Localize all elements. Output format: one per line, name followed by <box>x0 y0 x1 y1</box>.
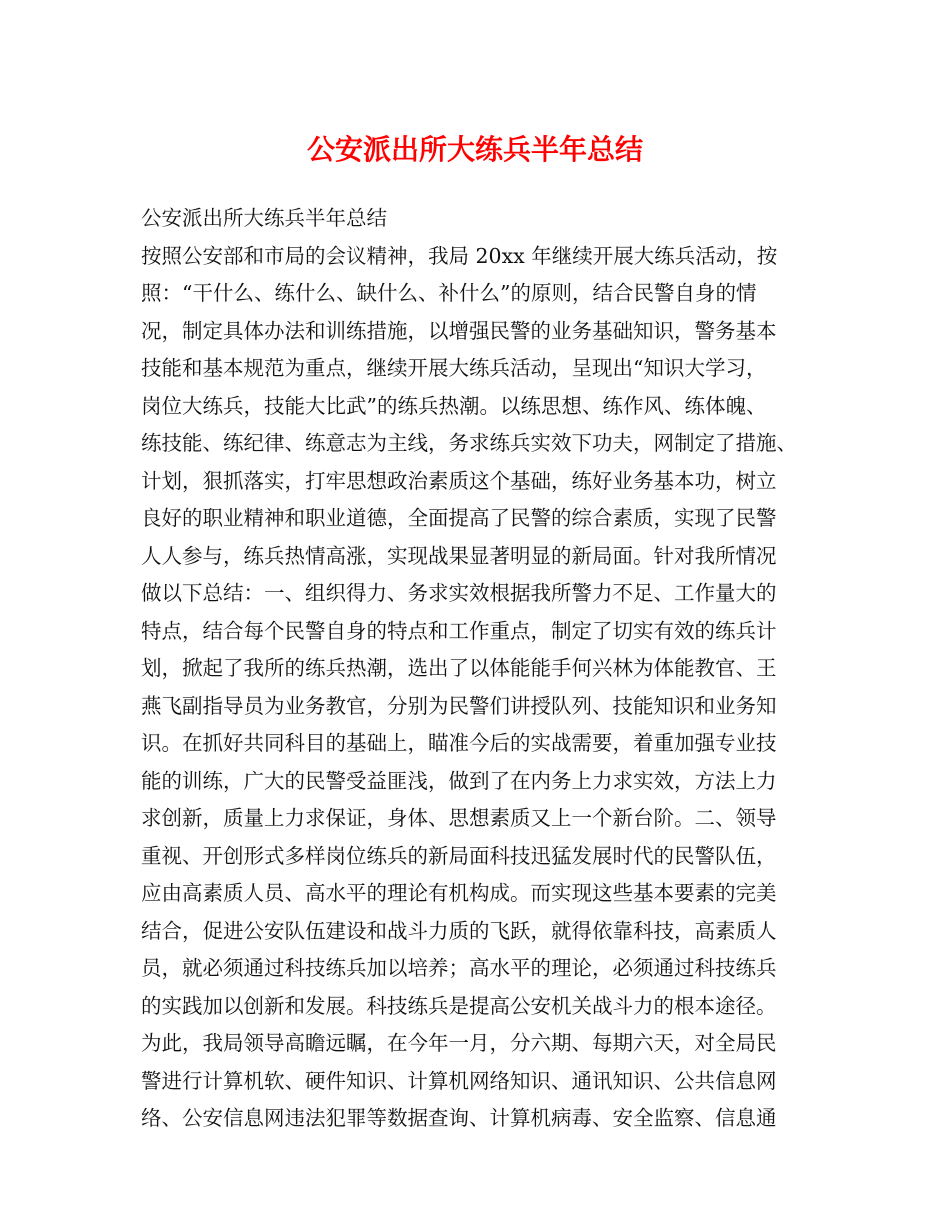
body-line: 公安派出所大练兵半年总结 <box>141 206 387 230</box>
body-line: 员，就必须通过科技练兵加以培养；高水平的理论，必须通过科技练兵 <box>141 956 777 980</box>
body-line: 应由高素质人员、高水平的理论有机构成。而实现这些基本要素的完美 <box>141 881 777 905</box>
body-line: 计划，狠抓落实，打牢思想政治素质这个基础，练好业务基本功，树立 <box>141 468 777 493</box>
body-line: 况，制定具体办法和训练措施，以增强民警的业务基础知识，警务基本 <box>141 318 777 343</box>
document-body <box>141 200 831 1138</box>
body-line: 警进行计算机软、硬件知识、计算机网络知识、通讯知识、公共信息网 <box>141 1068 777 1093</box>
body-line: 划，掀起了我所的练兵热潮，选出了以体能能手何兴林为体能教官、王 <box>141 656 777 680</box>
body-line: 技能和基本规范为重点，继续开展大练兵活动，呈现出“知识大学习， <box>141 356 767 380</box>
body-line: 做以下总结：一、组织得力、务求实效根据我所警力不足、工作量大的 <box>141 581 777 605</box>
body-line: 的实践加以创新和发展。科技练兵是提高公安机关战斗力的根本途径。 <box>141 993 777 1018</box>
body-line: 照：“干什么、练什么、缺什么、补什么”的原则，结合民警自身的情 <box>141 281 757 305</box>
body-line: 良好的职业精神和职业道德，全面提高了民警的综合素质，实现了民警 <box>141 506 777 530</box>
body-line: 络、公安信息网违法犯罪等数据查询、计算机病毒、安全监察、信息通 <box>141 1106 777 1130</box>
body-line: 重视、开创形式多样岗位练兵的新局面科技迅猛发展时代的民警队伍， <box>141 843 777 868</box>
body-line: 岗位大练兵，技能大比武”的练兵热潮。以练思想、练作风、练体魄、 <box>141 393 767 418</box>
body-line: 为此，我局领导高瞻远瞩，在今年一月，分六期、每期六天，对全局民 <box>141 1031 777 1055</box>
body-line: 特点，结合每个民警自身的特点和工作重点，制定了切实有效的练兵计 <box>141 618 777 643</box>
body-line: 练技能、练纪律、练意志为主线，务求练兵实效下功夫，网制定了措施、 <box>141 431 797 455</box>
document-title: 公安派出所大练兵半年总结 <box>306 133 643 166</box>
body-line: 识。在抓好共同科目的基础上，瞄准今后的实战需要，着重加强专业技 <box>141 731 777 755</box>
body-line: 按照公安部和市局的会议精神，我局 20xx 年继续开展大练兵活动，按 <box>141 243 778 268</box>
body-line: 结合，促进公安队伍建设和战斗力质的飞跃，就得依靠科技，高素质人 <box>141 918 777 943</box>
body-line: 能的训练，广大的民警受益匪浅，做到了在内务上力求实效，方法上力 <box>141 768 777 793</box>
body-line: 燕飞副指导员为业务教官，分别为民警们讲授队列、技能知识和业务知 <box>141 693 777 718</box>
body-line: 求创新，质量上力求保证，身体、思想素质又上一个新台阶。二、领导 <box>141 806 777 830</box>
body-line: 人人参与，练兵热情高涨，实现战果显著明显的新局面。针对我所情况 <box>141 543 777 568</box>
